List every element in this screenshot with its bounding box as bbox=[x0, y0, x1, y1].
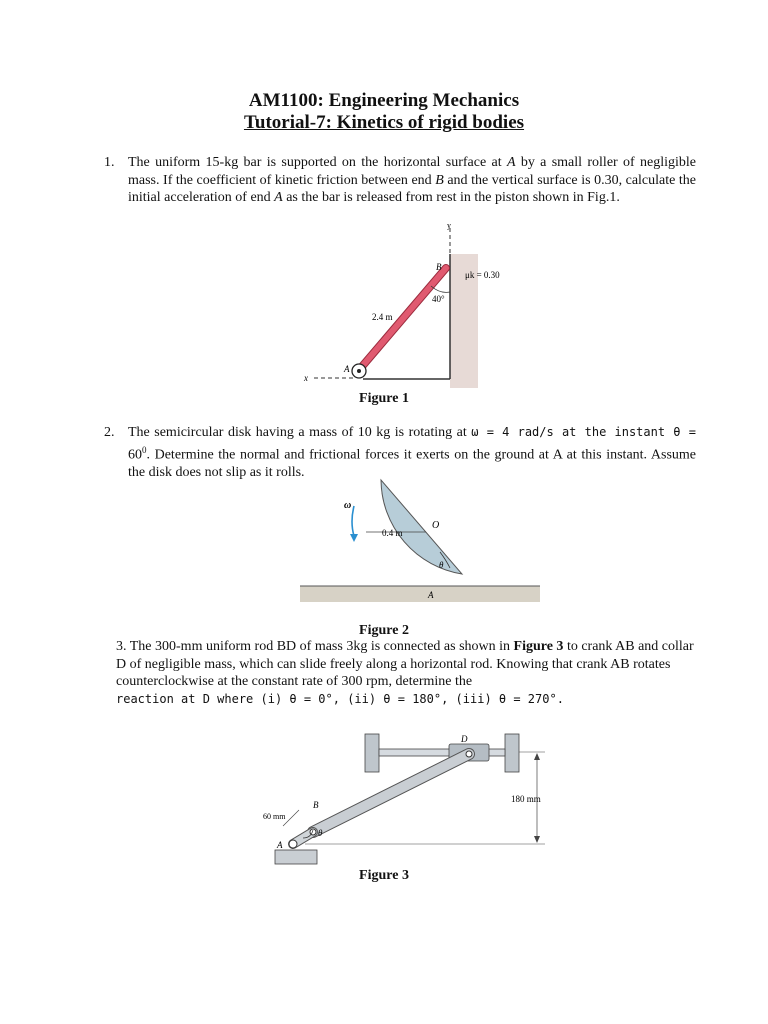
figure-3-caption: Figure 3 bbox=[359, 868, 409, 883]
label-friction: μk = 0.30 bbox=[465, 270, 500, 280]
label-60mm: 60 mm bbox=[263, 812, 286, 821]
label-length: 2.4 m bbox=[372, 312, 393, 322]
label-radius: 0.4 m bbox=[382, 528, 403, 538]
semicircular-disk bbox=[381, 480, 462, 574]
figure-1-diagram bbox=[290, 224, 520, 392]
ground bbox=[300, 586, 540, 602]
figure-2-caption: Figure 2 bbox=[359, 623, 409, 638]
label-A: A bbox=[277, 840, 283, 850]
problem-1-text: The uniform 15-kg bar is supported on the horizontal surface at A by a small roller of negligible mass. If the coefficient of kinetic friction between end B and the vertical surface is 0.30, calculate the initial acceleration of end A as the bar is released from rest in the piston shown in Fig.1. bbox=[128, 155, 696, 205]
problem-2-text: The semicircular disk having a mass of 10 kg is rotating at ω = 4 rad/s at the instant $\theta = 60^0$. Determine the normal and frictional forces it exerts on the ground at A at this instant. Assume the disk does not slip as it rolls. bbox=[128, 425, 696, 480]
left-support bbox=[365, 734, 379, 772]
label-y: y bbox=[447, 224, 451, 230]
problem-1-number: 1. bbox=[104, 155, 115, 170]
figure-1-caption: Figure 1 bbox=[359, 391, 409, 406]
pin-D bbox=[466, 751, 472, 757]
label-angle: 40° bbox=[432, 294, 445, 304]
label-O: O bbox=[432, 520, 440, 531]
rod-BD bbox=[313, 754, 469, 832]
label-A: A bbox=[344, 364, 350, 374]
document-subtitle: Tutorial-7: Kinetics of rigid bodies bbox=[243, 112, 525, 133]
label-theta: θ bbox=[439, 560, 444, 570]
rotation-arrow bbox=[352, 506, 354, 536]
label-x: x bbox=[304, 373, 308, 383]
label-A: A bbox=[428, 590, 434, 600]
ground-support bbox=[275, 850, 317, 864]
figure-2-diagram bbox=[300, 476, 540, 602]
problem-2-number: 2. bbox=[104, 425, 115, 440]
label-D: D bbox=[461, 734, 468, 744]
label-B: B bbox=[313, 800, 319, 810]
document-title: AM1100: Engineering Mechanics bbox=[248, 90, 520, 111]
label-180mm: 180 mm bbox=[511, 794, 541, 804]
pin-A bbox=[289, 840, 297, 848]
label-theta: θ bbox=[318, 828, 323, 838]
right-support bbox=[505, 734, 519, 772]
figure-3-diagram bbox=[255, 726, 575, 866]
label-omega: ω bbox=[344, 500, 352, 511]
label-B: B bbox=[436, 262, 442, 272]
problem-3-text: 3. The 300-mm uniform rod BD of mass 3kg is connected as shown in Figure 3 to crank AB and collar D of negligible mass, which can slide freely along a horizontal rod. Knowing that crank AB rotates counterclockwise at the constant rate of 300 rpm, determine the reaction at D where (i) θ = 0°, (ii) θ = 180°, (iii) θ = 270°. bbox=[116, 639, 694, 706]
